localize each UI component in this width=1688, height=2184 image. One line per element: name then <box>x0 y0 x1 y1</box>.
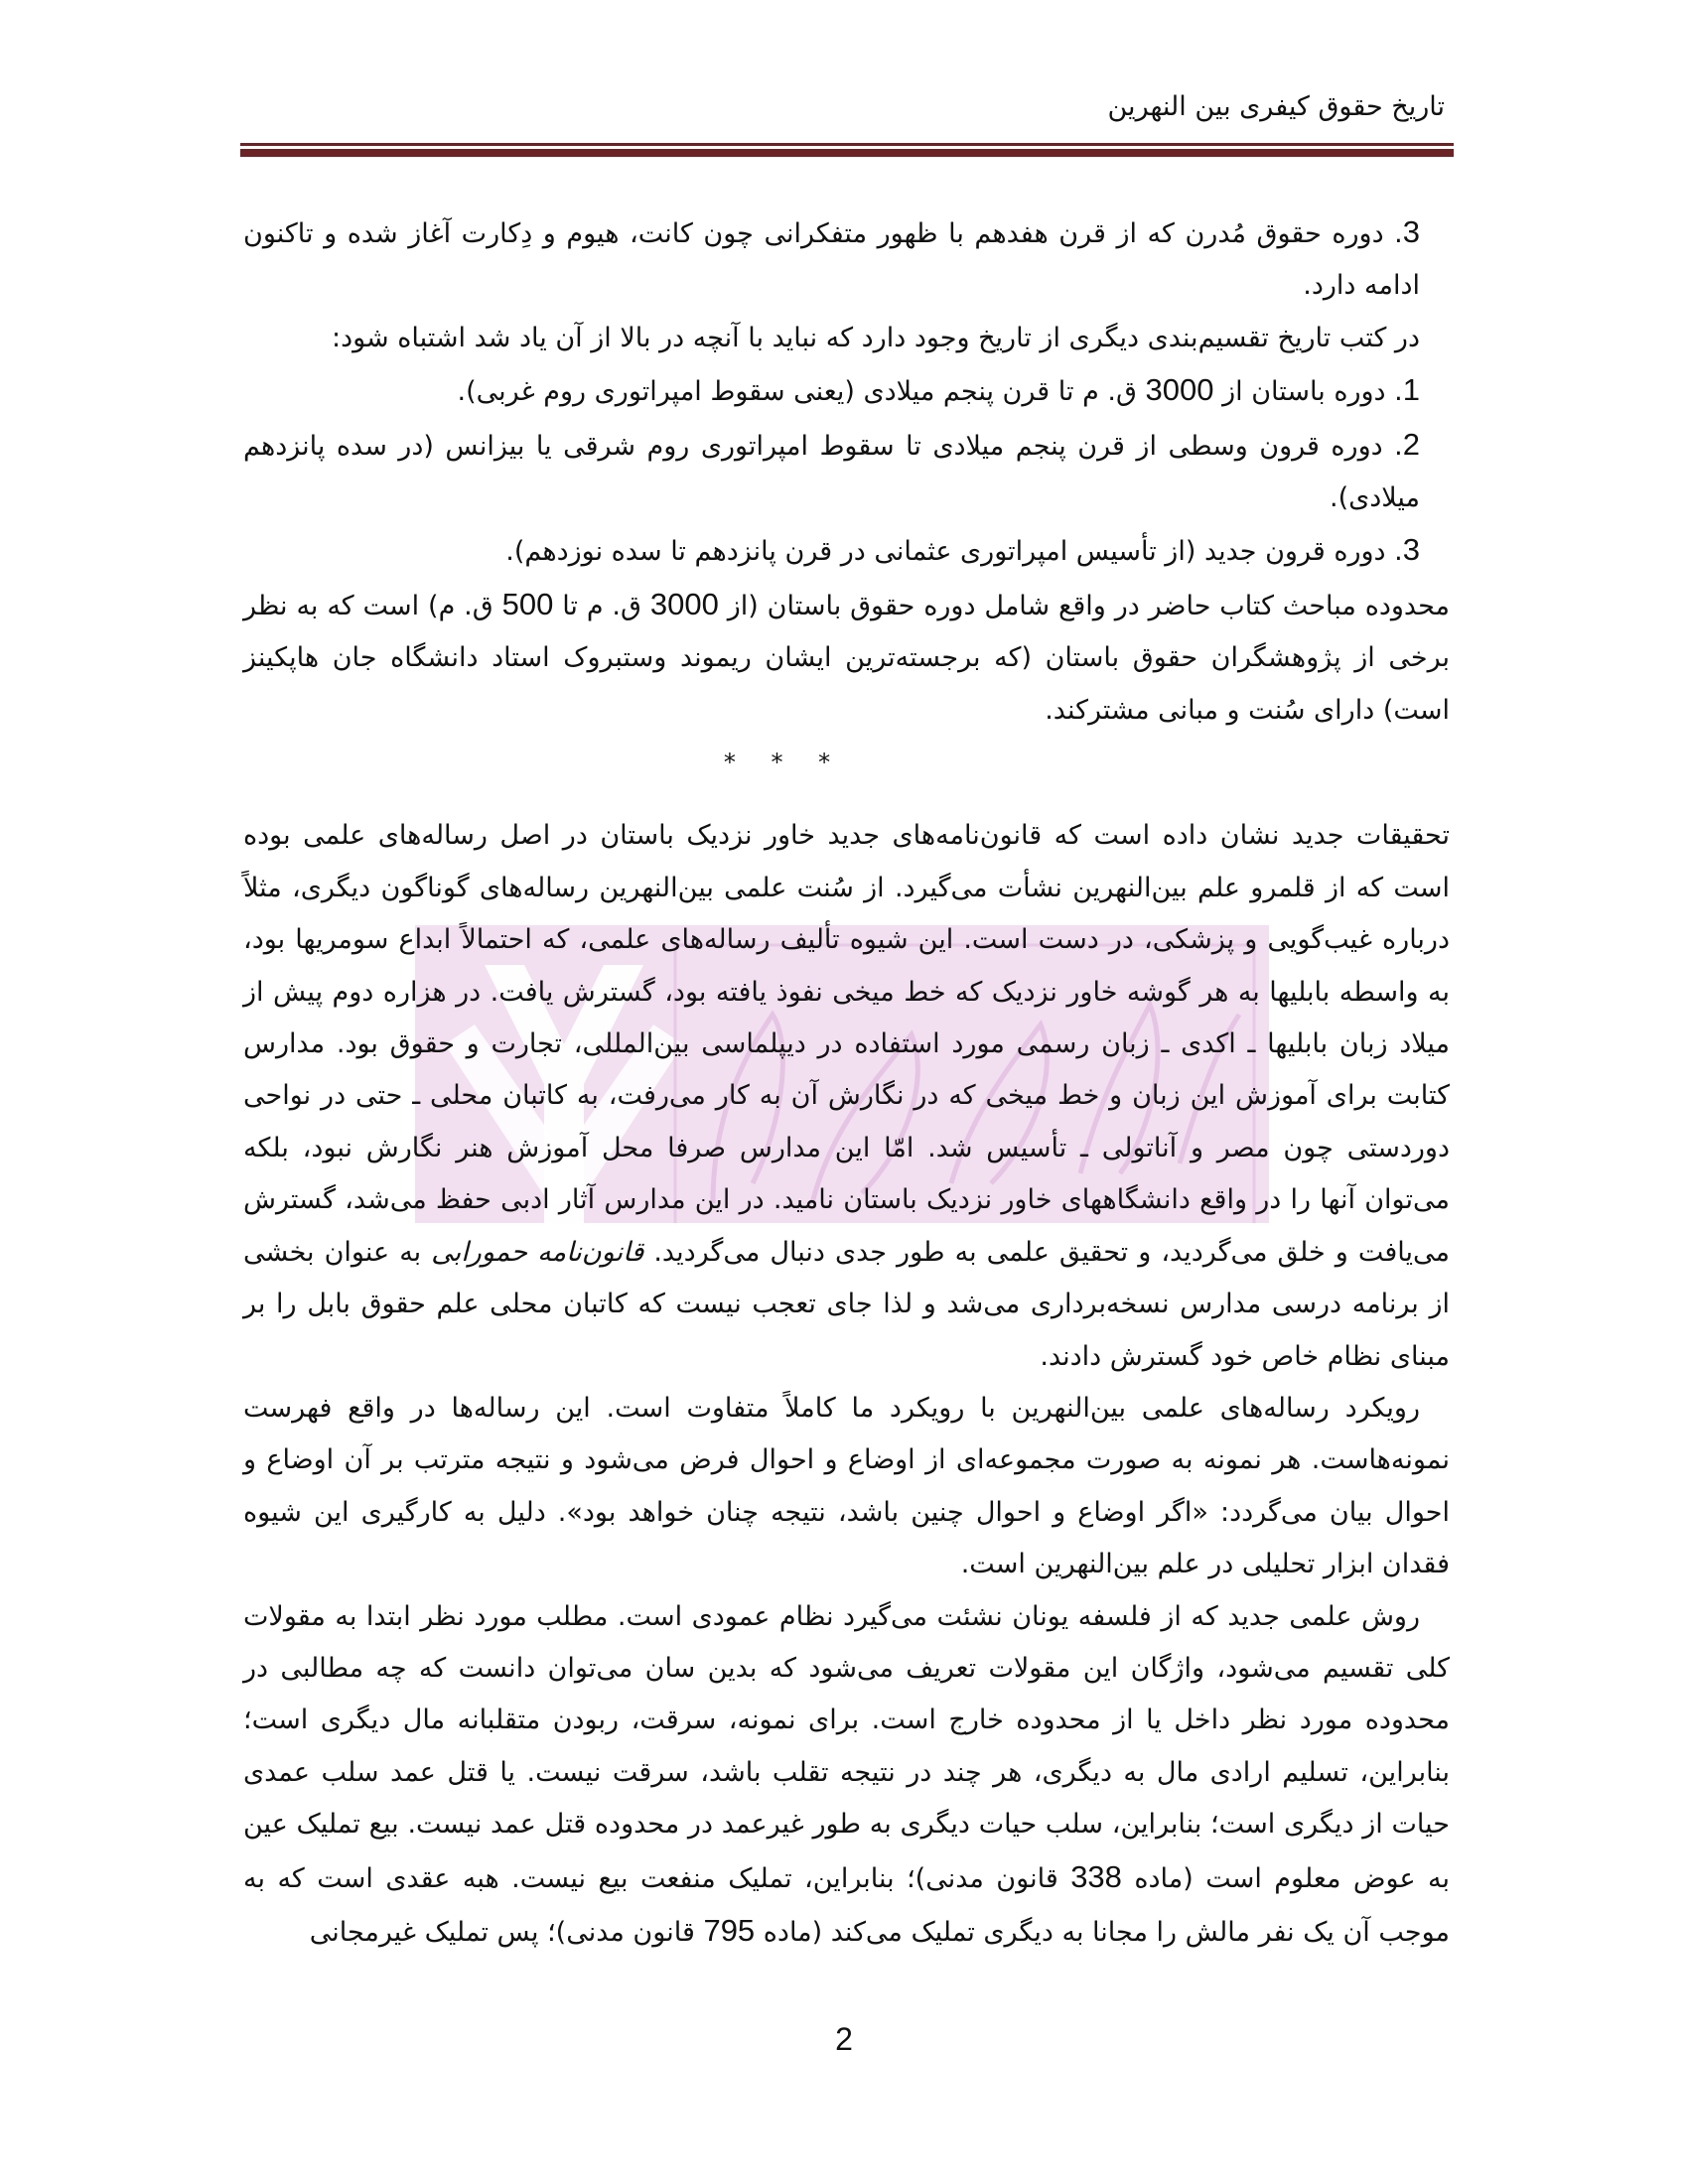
running-header-title: تاریخ حقوق کیفری بین النهرین <box>1107 91 1445 122</box>
text-run: ق. م تا <box>553 590 650 621</box>
paragraph-intro-division: در کتب تاریخ تقسیم‌بندی دیگری از تاریخ وجود دارد که نباید با آنچه در بالا از آن یاد شد اشتباه شود: <box>331 322 1420 353</box>
text-run: به عنوان بخشی از برنامه درسی مدارس نسخه‌برداری می‌شد و لذا جای تعجب نیست که کاتبان محلی علم حقوق بابل را بر مبنای نظام خاص خود گسترش دادند. <box>243 1236 1450 1372</box>
text-run: ق. م) است که به نظر برخی از پژوهشگران حقوق باستان (که برجسته‌ترین ایشان ریموند وستبروک استاد دانشگاه جان هاپکینز است) دارای سُنت و مبانی مشترکند. <box>243 590 1450 726</box>
list-number: 1 <box>1402 372 1420 408</box>
list-item-text: . دوره قرون جدید (از تأسیس امپراتوری عثمانی در قرن پانزدهم تا سده نوزدهم). <box>505 536 1403 568</box>
year-number: 3000 <box>1145 372 1214 408</box>
text-run: قانون مدنی)؛ پس تملیک غیرمجانی <box>309 1916 704 1948</box>
list2-item-2 <box>243 419 1450 525</box>
text-run: محدوده مباحث کتاب حاضر در واقع شامل دوره حقوق باستان (از <box>718 590 1450 621</box>
text-run: روش علمی جدید که از فلسفه یونان نشئت می‌گیرد نظام عمودی است. مطلب مورد نظر ابتدا به مقولات کلی تقسیم می‌شود، واژگان این مقولات تعریف می‌شود که بدین سان می‌توان دانست که چه مطالبی در محدوده مورد نظر داخل یا از محدوده خارج است. برای نمونه، سرقت، ربودن متقلبانه مال دیگری است؛ بنابراین، تسلیم ارادی مال به دیگری، هر چند در نتیجه تقلب باشد، سرقت نیست. یا قتل عمد سلب عمدی حیات از دیگری است؛ بنابراین، سلب حیات دیگری به طور غیرعمد در محدوده قتل عمد نیست. بیع تملیک عین به عوض معلوم است (ماده <box>243 1600 1451 1894</box>
page-body <box>243 206 1450 1959</box>
section-separator: * * * <box>723 749 831 777</box>
list-number: 3 <box>1402 214 1420 249</box>
article-number: 338 <box>1070 1858 1122 1894</box>
list-number: 3 <box>1402 532 1420 568</box>
paragraph-scope <box>243 579 1450 737</box>
page-number: 2 <box>835 2021 853 2057</box>
header-rule-thin <box>240 143 1454 146</box>
list2-item-3 <box>243 524 1450 578</box>
paragraph-research <box>243 810 1450 1382</box>
list1-item-3 <box>243 206 1450 313</box>
paragraph-method <box>243 1591 1450 1960</box>
list2-item-1 <box>243 364 1450 418</box>
year-number: 500 <box>501 586 554 621</box>
list-number: 2 <box>1402 426 1420 462</box>
list-item-text: . دوره حقوق مُدرن که از قرن هفدهم با ظهور متفکرانی چون کانت، هیوم و دِکارت آغاز شده و تاکنون ادامه دارد. <box>243 218 1420 302</box>
list-item-text: . دوره قرون وسطی از قرن پنجم میلادی تا سقوط امپراتوری روم شرقی یا بیزانس (در سده پانزدهم میلادی). <box>243 430 1420 514</box>
italic-book-title: قانون‌نامه حمورابی <box>431 1236 644 1268</box>
paragraph-approach: رویکرد رساله‌های علمی بین‌النهرین با رویکرد ما کاملاً متفاوت است. این رساله‌ها در واقع فهرست نمونه‌هاست. هر نمونه به صورت مجموعه‌ای از اوضاع و احوال فرض می‌شود و نتیجه مترتب بر آن اوضاع و احوال بیان می‌گردد: «اگر اوضاع و احوال چنین باشد، نتیجه چنان خواهد بود». دلیل به کارگیری این شیوه فقدان ابزار تحلیلی در علم بین‌النهرین است. <box>243 1392 1450 1580</box>
spacer <box>243 788 1450 810</box>
text-run: تحقیقات جدید نشان داده است که قانون‌نامه‌های جدید خاور نزدیک باستان در اصل رساله‌های علمی بوده است که از قلمرو علم بین‌النهرین نشأت می‌گیرد. از سُنت علمی بین‌النهرین رساله‌های گوناگون دیگری، مثلاً درباره غیب‌گویی و پزشکی، در دست است. این شیوه تألیف رساله‌های علمی، که احتمالاً ابداع سومریها بود، به واسطه بابلیها به هر گوشه خاور نزدیک که خط میخی نفوذ یافته بود، گسترش یافت. در هزاره دوم پیش از میلاد زبان بابلیها ـ اکدی ـ زبان رسمی مورد استفاده در دیپلماسی بین‌المللی، تجارت و حقوق بود. مدارس کتابت برای آموزش این زبان و خط میخی که در نگارش آن به کار می‌رفت، به کاتبان محلی ـ حتی در نواحی دوردستی چون مصر و آناتولی ـ تأسیس شد. امّا این مدارس صرفا محل آموزش هنر نگارش نبود، بلکه می‌توان آنها را در واقع دانشگاههای خاور نزدیک باستان نامید. در این مدارس آثار ادبی حفظ می‌شد، گسترش می‌یافت و خلق می‌گردید، و تحقیق علمی به طور جدی دنبال می‌گردید. <box>243 820 1450 1268</box>
year-number: 3000 <box>649 586 719 621</box>
header-rule-thick <box>240 149 1454 157</box>
text-run: قانون مدنی)؛ بنابراین، تملیک منفعت بیع نیست. هبه عقدی است که به موجب آن یک نفر مالش را مجانا به دیگری تملیک می‌کند (ماده <box>243 1862 1450 1948</box>
list-item-text: . دوره باستان از <box>1213 376 1403 408</box>
list-item-text: ق. م تا قرن پنجم میلادی (یعنی سقوط امپراتوری روم غربی). <box>457 376 1146 408</box>
article-number: 795 <box>703 1912 756 1948</box>
